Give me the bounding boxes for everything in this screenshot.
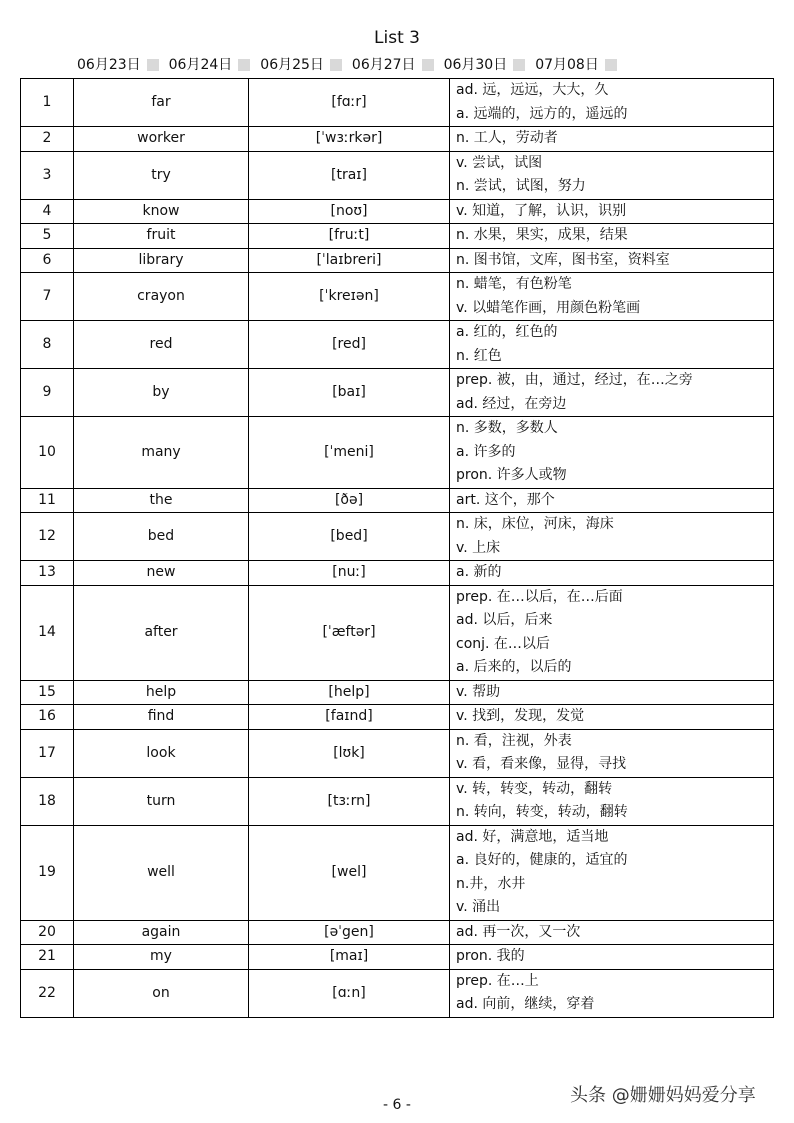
phonetic-cell: [ˈæftər] <box>249 585 450 680</box>
meaning-cell <box>450 513 774 561</box>
phonetic-cell: [fruːt] <box>249 224 450 249</box>
row-number: 7 <box>21 273 74 321</box>
table-row <box>21 680 774 705</box>
meaning-cell <box>450 585 774 680</box>
word-cell: by <box>74 369 249 417</box>
meaning-line: n. 蜡笔，有色粉笔 <box>456 276 572 292</box>
table-row <box>21 777 774 825</box>
meaning-line: ad. 向前，继续，穿着 <box>456 996 595 1012</box>
row-number: 5 <box>21 224 74 249</box>
word-cell: fruit <box>74 224 249 249</box>
checkbox-icon[interactable] <box>422 59 434 71</box>
row-number: 8 <box>21 321 74 369</box>
table-row <box>21 369 774 417</box>
meaning-line: art. 这个，那个 <box>456 491 555 508</box>
row-number: 17 <box>21 729 74 777</box>
meaning-line: n. 图书馆，文库，图书室，资料室 <box>456 251 670 268</box>
phonetic-cell: [noʊ] <box>249 199 450 224</box>
date-label: 07月08日 <box>535 57 599 73</box>
row-number: 22 <box>21 969 74 1017</box>
table-row <box>21 224 774 249</box>
checkbox-icon[interactable] <box>238 59 250 71</box>
meaning-cell <box>450 79 774 127</box>
meaning-line: v. 尝试，试图 <box>456 154 543 171</box>
meaning-cell <box>450 561 774 586</box>
row-number: 16 <box>21 705 74 730</box>
word-cell: new <box>74 561 249 586</box>
review-date-6 <box>535 55 617 75</box>
phonetic-cell: [faɪnd] <box>249 705 450 730</box>
word-cell: red <box>74 321 249 369</box>
meaning-cell <box>450 273 774 321</box>
date-label: 06月30日 <box>443 57 508 73</box>
meaning-cell <box>450 224 774 249</box>
table-row <box>21 248 774 273</box>
meaning-line: prep. 在…上 <box>456 972 539 989</box>
row-number: 14 <box>21 585 74 680</box>
table-row <box>21 729 774 777</box>
word-cell: crayon <box>74 273 249 321</box>
row-number: 19 <box>21 825 74 920</box>
watermark: 头条 @姗姗妈妈爱分享 <box>570 1085 756 1106</box>
meaning-cell <box>450 729 774 777</box>
phonetic-cell: [bed] <box>249 513 450 561</box>
page-title: List 3 <box>374 28 420 48</box>
row-number: 11 <box>21 488 74 513</box>
word-cell: again <box>74 920 249 945</box>
phonetic-cell: [red] <box>249 321 450 369</box>
meaning-cell <box>450 199 774 224</box>
table-row <box>21 513 774 561</box>
meaning-line: prep. 被，由，通过，经过，在…之旁 <box>456 372 693 388</box>
checkbox-icon[interactable] <box>147 59 159 71</box>
phonetic-cell: [əˈgen] <box>249 920 450 945</box>
meaning-line: ad. 远，远远，大大，久 <box>456 82 609 98</box>
meaning-cell <box>450 127 774 152</box>
review-date-2 <box>169 55 251 75</box>
checkbox-icon[interactable] <box>605 59 617 71</box>
phonetic-cell: [help] <box>249 680 450 705</box>
meaning-line: a. 许多的 <box>456 443 516 460</box>
meaning-line: a. 远端的，远方的，遥远的 <box>456 105 628 122</box>
meaning-cell <box>450 920 774 945</box>
meaning-line: n. 水果，果实，成果，结果 <box>456 227 628 243</box>
word-cell: worker <box>74 127 249 152</box>
row-number: 2 <box>21 127 74 152</box>
meaning-line: n. 尝试，试图，努力 <box>456 178 586 194</box>
word-cell: well <box>74 825 249 920</box>
meaning-cell <box>450 321 774 369</box>
table-row <box>21 825 774 920</box>
meaning-line: ad. 再一次，又一次 <box>456 923 581 940</box>
meaning-line: ad. 好，满意地，适当地 <box>456 828 609 845</box>
row-number: 10 <box>21 417 74 489</box>
meaning-cell <box>450 969 774 1017</box>
checkbox-icon[interactable] <box>330 59 342 71</box>
row-number: 3 <box>21 151 74 199</box>
word-cell: know <box>74 199 249 224</box>
word-cell: my <box>74 945 249 970</box>
meaning-line: n. 床，床位，河床，海床 <box>456 516 614 532</box>
date-label: 06月23日 <box>77 57 141 73</box>
vocabulary-table <box>20 78 774 1018</box>
phonetic-cell: [maɪ] <box>249 945 450 970</box>
phonetic-cell: [fɑːr] <box>249 79 450 127</box>
word-cell: turn <box>74 777 249 825</box>
table-row <box>21 945 774 970</box>
meaning-line: n. 转向，转变，转动，翻转 <box>456 804 628 820</box>
table-row <box>21 199 774 224</box>
row-number: 13 <box>21 561 74 586</box>
word-cell: look <box>74 729 249 777</box>
meaning-line: n. 工人，劳动者 <box>456 130 558 146</box>
phonetic-cell: [wel] <box>249 825 450 920</box>
word-cell: the <box>74 488 249 513</box>
vocabulary-table-body <box>21 79 774 1018</box>
meaning-line: v. 知道，了解，认识，识别 <box>456 202 627 219</box>
word-cell: after <box>74 585 249 680</box>
phonetic-cell: [ðə] <box>249 488 450 513</box>
row-number: 21 <box>21 945 74 970</box>
table-row <box>21 585 774 680</box>
word-cell: help <box>74 680 249 705</box>
meaning-line: v. 涌出 <box>456 899 501 915</box>
table-row <box>21 151 774 199</box>
table-row <box>21 321 774 369</box>
date-label: 06月27日 <box>351 57 416 73</box>
meaning-cell <box>450 680 774 705</box>
meaning-line: conj. 在…以后 <box>456 635 550 652</box>
review-date-4 <box>352 55 434 75</box>
meaning-cell <box>450 705 774 730</box>
meaning-line: n. 多数，多数人 <box>456 420 558 436</box>
meaning-line: a. 后来的，以后的 <box>456 659 572 675</box>
row-number: 18 <box>21 777 74 825</box>
row-number: 4 <box>21 199 74 224</box>
meaning-line: v. 转，转变，转动，翻转 <box>456 780 613 797</box>
meaning-line: v. 以蜡笔作画，用颜色粉笔画 <box>456 299 641 316</box>
date-label: 06月24日 <box>168 57 233 73</box>
meaning-line: n.井，水井 <box>456 875 526 892</box>
meaning-line: a. 红的，红色的 <box>456 324 558 340</box>
word-cell: bed <box>74 513 249 561</box>
meaning-line: ad. 以后，后来 <box>456 612 553 628</box>
page-number: - 6 - <box>383 1097 411 1113</box>
phonetic-cell: [ˈlaɪbreri] <box>249 248 450 273</box>
word-cell: library <box>74 248 249 273</box>
review-date-5 <box>444 55 526 75</box>
word-cell: find <box>74 705 249 730</box>
meaning-line: n. 看，注视，外表 <box>456 732 572 749</box>
row-number: 15 <box>21 680 74 705</box>
meaning-cell <box>450 151 774 199</box>
meaning-line: pron. 许多人或物 <box>456 467 567 483</box>
meaning-line: v. 看，看来像，显得，寻找 <box>456 756 627 772</box>
meaning-cell <box>450 488 774 513</box>
table-row <box>21 561 774 586</box>
meaning-line: ad. 经过，在旁边 <box>456 395 567 412</box>
table-row <box>21 969 774 1017</box>
phonetic-cell: [ˈwɜːrkər] <box>249 127 450 152</box>
meaning-cell <box>450 945 774 970</box>
table-row <box>21 417 774 489</box>
word-cell: many <box>74 417 249 489</box>
row-number: 6 <box>21 248 74 273</box>
phonetic-cell: [lʊk] <box>249 729 450 777</box>
meaning-line: a. 新的 <box>456 564 502 580</box>
meaning-line: a. 良好的，健康的，适宜的 <box>456 852 628 868</box>
checkbox-icon[interactable] <box>513 59 525 71</box>
word-cell: on <box>74 969 249 1017</box>
meaning-line: n. 红色 <box>456 347 502 364</box>
review-dates <box>77 55 627 75</box>
phonetic-cell: [ˈmeni] <box>249 417 450 489</box>
meaning-cell <box>450 777 774 825</box>
row-number: 20 <box>21 920 74 945</box>
date-label: 06月25日 <box>260 57 324 73</box>
phonetic-cell: [baɪ] <box>249 369 450 417</box>
table-row <box>21 488 774 513</box>
table-row <box>21 79 774 127</box>
meaning-cell <box>450 825 774 920</box>
meaning-line: prep. 在…以后，在…后面 <box>456 588 623 605</box>
phonetic-cell: [ˈkreɪən] <box>249 273 450 321</box>
meaning-cell <box>450 417 774 489</box>
table-row <box>21 920 774 945</box>
word-cell: try <box>74 151 249 199</box>
phonetic-cell: [nuː] <box>249 561 450 586</box>
meaning-cell <box>450 369 774 417</box>
row-number: 9 <box>21 369 74 417</box>
phonetic-cell: [traɪ] <box>249 151 450 199</box>
table-row <box>21 705 774 730</box>
meaning-cell <box>450 248 774 273</box>
word-cell: far <box>74 79 249 127</box>
phonetic-cell: [ɑːn] <box>249 969 450 1017</box>
row-number: 12 <box>21 513 74 561</box>
row-number: 1 <box>21 79 74 127</box>
review-date-3 <box>260 55 342 75</box>
meaning-line: pron. 我的 <box>456 948 525 964</box>
meaning-line: v. 找到，发现，发觉 <box>456 708 585 724</box>
table-row <box>21 273 774 321</box>
phonetic-cell: [tɜːrn] <box>249 777 450 825</box>
review-date-1 <box>77 55 159 75</box>
meaning-line: v. 帮助 <box>456 683 501 700</box>
table-row <box>21 127 774 152</box>
meaning-line: v. 上床 <box>456 539 501 556</box>
